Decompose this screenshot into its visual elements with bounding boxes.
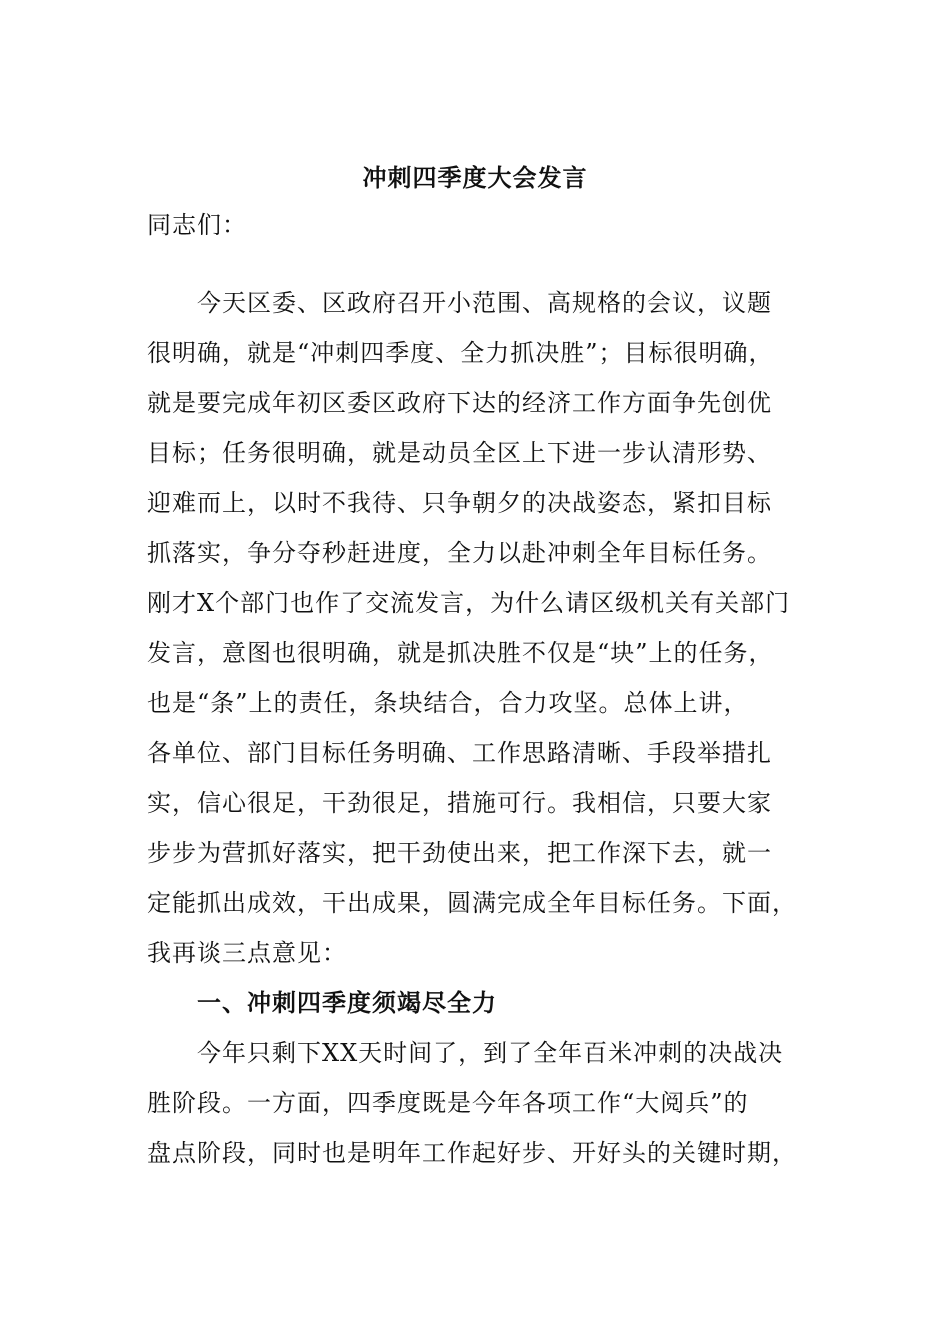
paragraph-line: 今天区委、区政府召开小范围、高规格的会议，议题 <box>197 289 772 317</box>
paragraph-line: 今年只剩下XX天时间了，到了全年百米冲刺的决战决 <box>197 1039 784 1067</box>
paragraph-line: 刚才X个部门也作了交流发言，为什么请区级机关有关部门 <box>147 589 791 617</box>
paragraph-line: 定能抓出成效，干出成果，圆满完成全年目标任务。下面， <box>147 889 797 917</box>
paragraph-line: 各单位、部门目标任务明确、工作思路清晰、手段举措扎 <box>147 739 772 767</box>
document-title: 冲刺四季度大会发言 <box>362 163 588 192</box>
section-heading: 一、冲刺四季度须竭尽全力 <box>197 988 497 1017</box>
paragraph-line: 目标；任务很明确，就是动员全区上下进一步认清形势、 <box>147 439 772 467</box>
paragraph-line: 很明确，就是“冲刺四季度、全力抓决胜”；目标很明确， <box>147 339 774 367</box>
paragraph-line: 我再谈三点意见： <box>147 939 347 967</box>
paragraph-line: 盘点阶段，同时也是明年工作起好步、开好头的关键时期， <box>147 1139 797 1167</box>
paragraph-line: 抓落实，争分夺秒赶进度，全力以赴冲刺全年目标任务。 <box>147 539 772 567</box>
paragraph-line: 就是要完成年初区委区政府下达的经济工作方面争先创优 <box>147 389 772 417</box>
paragraph-line: 步步为营抓好落实，把干劲使出来，把工作深下去，就一 <box>147 839 772 867</box>
paragraph-line: 也是“条”上的责任，条块结合，合力攻坚。总体上讲， <box>147 689 749 717</box>
salutation: 同志们： <box>147 211 247 239</box>
paragraph-line: 胜阶段。一方面，四季度既是今年各项工作“大阅兵”的 <box>147 1089 749 1117</box>
paragraph-line: 实，信心很足，干劲很足，措施可行。我相信，只要大家 <box>147 789 772 817</box>
paragraph-line: 发言，意图也很明确，就是抓决胜不仅是“块”上的任务， <box>147 639 774 667</box>
paragraph-line: 迎难而上，以时不我待、只争朝夕的决战姿态，紧扣目标 <box>147 489 772 517</box>
